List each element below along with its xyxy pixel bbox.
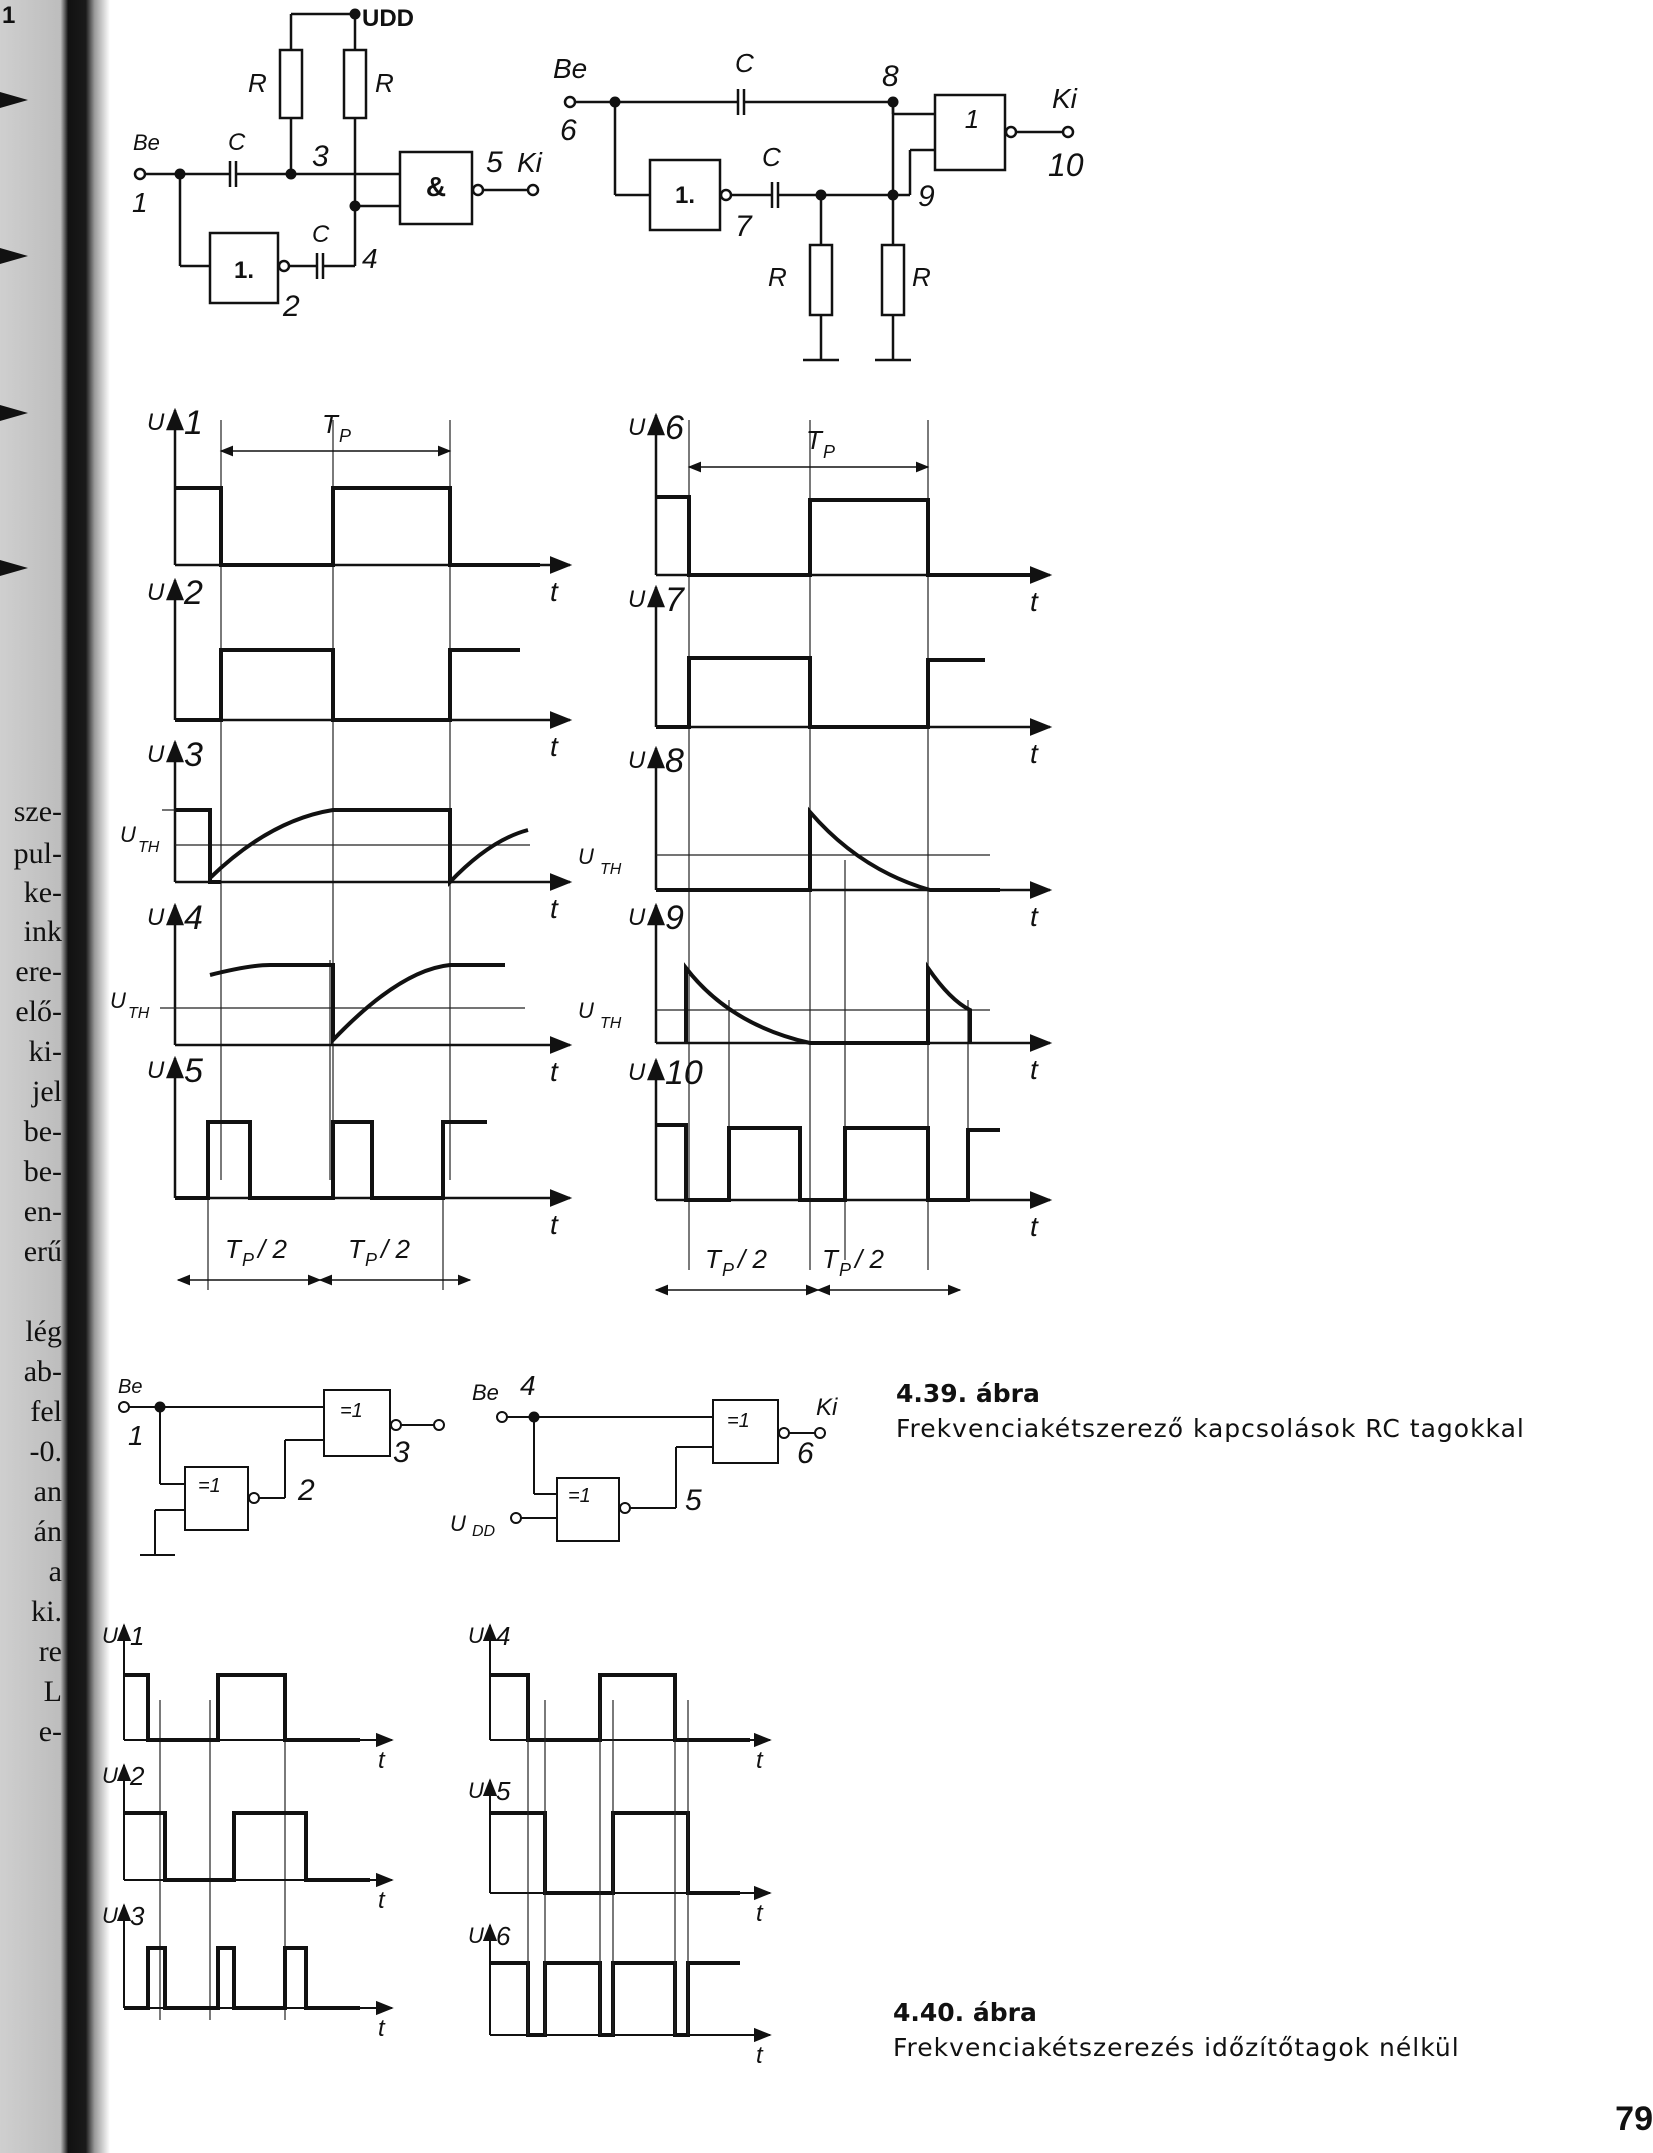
u-axis-label: U	[102, 1623, 118, 1648]
node-label-8: 8	[882, 60, 899, 93]
xor-gate-label: =1	[198, 1475, 221, 1497]
uth-label: U	[120, 822, 136, 847]
margin-fragment: be-	[23, 1155, 62, 1188]
u-axis-label: U	[147, 579, 165, 606]
margin-fragment: an	[33, 1475, 62, 1508]
figure-4-39-caption	[896, 1379, 1525, 1443]
margin-fragment: jel	[32, 1075, 62, 1108]
margin-fragment: ke-	[23, 876, 62, 909]
t-axis-label: t	[756, 2042, 763, 2069]
signal-number: 2	[130, 1761, 145, 1791]
inverter-bubble	[721, 190, 731, 200]
r-label: R	[375, 68, 394, 98]
signal-trace	[175, 810, 221, 882]
tp-label-sub: P	[339, 426, 352, 446]
figure-4-40-text: Frekvenciakétszerezés időzítőtagok nélkül	[893, 2033, 1460, 2062]
c-label: C	[735, 48, 754, 78]
node-label-7: 7	[735, 210, 752, 243]
c-label: C	[762, 142, 781, 172]
t-axis-label: t	[756, 1747, 763, 1774]
margin-fragment: ki-	[28, 1035, 62, 1068]
signal-number: 9	[665, 899, 684, 937]
resistor-r1	[280, 50, 302, 118]
t-axis-label: t	[1030, 1211, 1038, 1242]
signal-trace	[124, 1813, 370, 1880]
t-axis-label: t	[550, 731, 558, 762]
node-label-9: 9	[918, 180, 935, 213]
u-axis-label: U	[147, 409, 165, 436]
t-axis-label: t	[550, 893, 558, 924]
half-label: T	[822, 1244, 838, 1274]
u-axis-label: U	[147, 741, 165, 768]
margin-fragment: ki.	[31, 1595, 62, 1628]
t-axis-label: t	[550, 576, 558, 607]
node-label-4: 4	[520, 1370, 536, 1401]
half-sub: P	[242, 1250, 255, 1270]
input-label: Be	[553, 53, 588, 84]
input-terminal-1	[119, 1402, 129, 1412]
margin-fragment: pul-	[13, 837, 62, 870]
margin-fragment: L	[43, 1675, 62, 1708]
timing-set-440-left	[102, 1621, 392, 2042]
figure-4-39-title: 4.39. ábra	[896, 1379, 1040, 1408]
input-label: Be	[133, 130, 160, 155]
signal-number: 1	[130, 1621, 145, 1651]
circuit-4-40-xor-1	[118, 1376, 444, 1555]
half-sub: P	[722, 1260, 735, 1280]
uth-sub: TH	[128, 1005, 150, 1022]
margin-fragment: e-	[38, 1715, 62, 1748]
output-terminal-3	[434, 1420, 444, 1430]
capacitor-c2	[772, 182, 778, 208]
xor-bubble	[620, 1503, 630, 1513]
figure-4-40-caption	[893, 1998, 1460, 2062]
resistor-r1	[810, 245, 832, 315]
xor-gate-label: =1	[727, 1410, 750, 1432]
tp-label-sub: P	[823, 442, 836, 462]
resistor-r2	[344, 50, 366, 118]
corner-number: 1	[2, 2, 16, 29]
margin-fragment: sze-	[13, 795, 62, 828]
output-label: Ki	[816, 1394, 838, 1421]
node-label-2: 2	[283, 290, 300, 323]
node-label-1: 1	[132, 187, 148, 218]
xor-output-bubble	[391, 1420, 401, 1430]
output-terminal-6	[815, 1428, 825, 1438]
margin-fragment: a	[48, 1555, 62, 1588]
or-gate-label: 1	[964, 104, 980, 134]
node-label-4: 4	[362, 243, 378, 274]
c-label: C	[312, 221, 330, 248]
signal-number: 6	[665, 409, 684, 447]
timing-set-right	[578, 409, 1050, 1290]
signal-number: 10	[665, 1054, 703, 1092]
signal-number: 4	[496, 1621, 511, 1651]
u-axis-label: U	[628, 414, 646, 441]
margin-fragment: en-	[23, 1195, 62, 1228]
half-label: / 2	[381, 1234, 410, 1264]
u-axis-label: U	[468, 1778, 484, 1803]
capacitor-c1	[230, 161, 236, 187]
u-axis-label: U	[628, 1059, 646, 1086]
u-axis-label: U	[468, 1623, 484, 1648]
margin-fragment: án	[33, 1515, 62, 1548]
signal-number: 2	[184, 574, 203, 612]
output-terminal-10	[1063, 127, 1073, 137]
u-axis-label: U	[102, 1903, 118, 1928]
r-label: R	[248, 68, 267, 98]
inverter-label: 1.	[233, 257, 255, 284]
rc-discharge-curve	[656, 812, 1000, 890]
xor-gate-label: =1	[340, 1400, 363, 1422]
signal-number: 5	[496, 1776, 511, 1806]
signal-trace	[175, 1122, 487, 1198]
timing-diagrams	[102, 404, 1050, 2069]
half-label: / 2	[855, 1244, 884, 1274]
t-axis-label: t	[1030, 586, 1038, 617]
node-label-3: 3	[393, 1436, 410, 1469]
uth-label: U	[578, 844, 594, 869]
node-label-6: 6	[797, 1437, 814, 1470]
t-axis-label: t	[378, 1887, 385, 1914]
figure-4-39-text: Frekvenciakétszerező kapcsolások RC tagokkal	[896, 1414, 1525, 1443]
timing-set-440-right	[468, 1621, 770, 2069]
half-label: T	[348, 1234, 364, 1264]
and-gate-label: &	[425, 171, 447, 202]
node-label-2: 2	[298, 1474, 315, 1507]
u-axis-label: U	[628, 904, 646, 931]
signal-trace	[656, 497, 1030, 575]
margin-fragment: ab-	[23, 1355, 62, 1388]
half-label: T	[705, 1244, 721, 1274]
t-axis-label: t	[378, 2015, 385, 2042]
tp-label: T	[806, 425, 822, 455]
timing-set-left	[110, 404, 570, 1290]
node-label-6: 6	[560, 114, 577, 147]
t-axis-label: t	[756, 1900, 763, 1927]
rc-charge-curve	[210, 810, 528, 882]
xor-bubble	[249, 1493, 259, 1503]
signal-number: 8	[665, 742, 684, 780]
uth-sub: TH	[600, 861, 622, 878]
xor-output-bubble	[779, 1428, 789, 1438]
signal-trace	[175, 488, 540, 565]
circuit-4-40-xor-2	[450, 1370, 838, 1541]
signal-number: 3	[130, 1901, 145, 1931]
t-axis-label: t	[1030, 738, 1038, 769]
c-label: C	[228, 129, 246, 156]
signal-number: 5	[184, 1052, 203, 1090]
half-label: / 2	[738, 1244, 767, 1274]
half-label: / 2	[258, 1234, 287, 1264]
margin-fragment: ere-	[15, 955, 62, 988]
figure-4-40-title: 4.40. ábra	[893, 1998, 1037, 2027]
node-label-5: 5	[685, 1484, 702, 1517]
node-label-5: 5	[486, 146, 503, 179]
node-label-1: 1	[128, 1420, 144, 1451]
node-label-10: 10	[1048, 147, 1084, 183]
supply-label-u: U	[450, 1511, 466, 1536]
margin-fragment: re	[38, 1635, 62, 1668]
t-axis-label: t	[378, 1747, 385, 1774]
uth-label: U	[110, 988, 126, 1013]
margin-fragment: be-	[23, 1115, 62, 1148]
input-terminal-1	[135, 169, 145, 179]
input-terminal-4	[497, 1412, 507, 1422]
input-label: Be	[118, 1376, 143, 1398]
capacitor-c2	[317, 253, 323, 279]
half-sub: P	[839, 1260, 852, 1280]
margin-fragment: lég	[25, 1315, 62, 1348]
signal-trace	[656, 658, 985, 727]
supply-label-dd: DD	[472, 1523, 496, 1540]
u-axis-label: U	[147, 1057, 165, 1084]
r-label: R	[768, 262, 787, 292]
xor-gate-label: =1	[568, 1485, 591, 1507]
page-number: 79	[1615, 2100, 1653, 2138]
resistor-r2	[882, 245, 904, 315]
uth-sub: TH	[600, 1015, 622, 1032]
signal-number: 7	[665, 581, 684, 619]
uth-label: U	[578, 998, 594, 1023]
circuit-4-39-and	[132, 5, 543, 323]
supply-label: UDD	[362, 5, 414, 32]
r-label: R	[912, 262, 931, 292]
inverter-bubble	[279, 261, 289, 271]
inverter-label: 1.	[674, 182, 696, 209]
uth-sub: TH	[138, 839, 160, 856]
rc-charge-curve	[210, 965, 505, 1040]
margin-fragment: elő-	[15, 995, 62, 1028]
half-sub: P	[365, 1250, 378, 1270]
output-label: Ki	[517, 147, 542, 178]
signal-number: 4	[184, 899, 203, 937]
t-axis-label: t	[1030, 1054, 1038, 1085]
output-terminal-5	[528, 185, 538, 195]
capacitor-c1	[738, 89, 744, 115]
signal-number: 1	[184, 404, 203, 442]
tp-label: T	[322, 409, 338, 439]
signal-trace	[656, 1125, 1000, 1200]
signal-number: 6	[496, 1921, 511, 1951]
margin-fragment: erű	[23, 1235, 62, 1268]
u-axis-label: U	[628, 586, 646, 613]
supply-terminal	[511, 1513, 521, 1523]
input-terminal-6	[565, 97, 575, 107]
u-axis-label: U	[147, 904, 165, 931]
t-axis-label: t	[550, 1209, 558, 1240]
u-axis-label: U	[102, 1763, 118, 1788]
signal-trace	[175, 650, 520, 720]
margin-fragment: fel	[30, 1395, 62, 1428]
node-label-3: 3	[312, 140, 329, 173]
t-axis-label: t	[1030, 901, 1038, 932]
half-label: T	[225, 1234, 241, 1264]
output-label: Ki	[1052, 83, 1077, 114]
margin-fragment: -0.	[29, 1435, 62, 1468]
signal-number: 3	[184, 736, 203, 774]
signal-trace	[490, 1675, 750, 1740]
circuit-4-39-nor	[553, 48, 1084, 360]
u-axis-label: U	[468, 1923, 484, 1948]
u-axis-label: U	[628, 747, 646, 774]
t-axis-label: t	[550, 1056, 558, 1087]
input-label: Be	[472, 1380, 499, 1405]
and-output-bubble	[473, 185, 483, 195]
margin-fragment: ink	[23, 915, 62, 948]
or-output-bubble	[1006, 127, 1016, 137]
